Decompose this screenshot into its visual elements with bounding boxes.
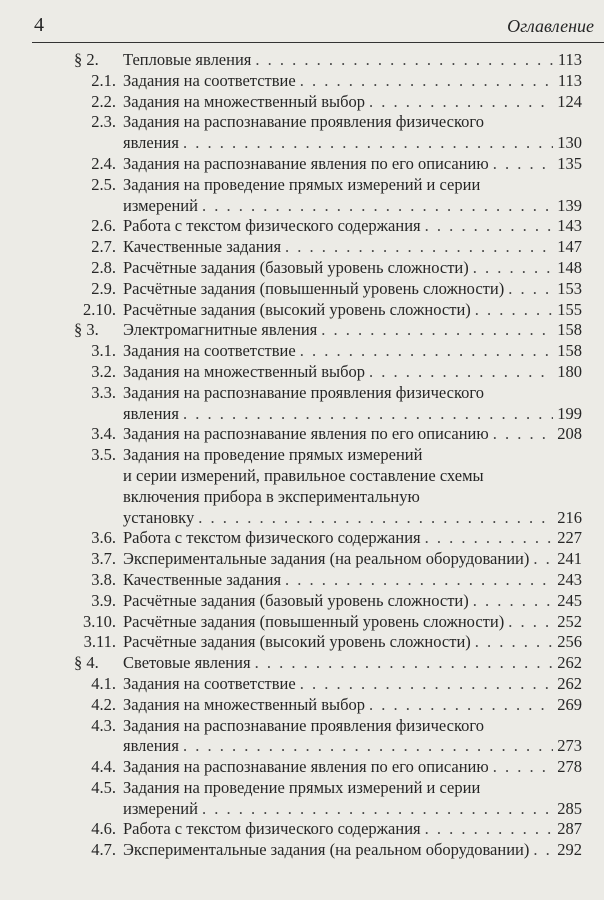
toc-entry-title: Работа с текстом физического содержания bbox=[123, 528, 421, 548]
toc-entry-number: 2.9. bbox=[91, 278, 116, 298]
dot-leader bbox=[255, 653, 554, 674]
toc-entry-body bbox=[123, 840, 582, 861]
toc-entry-page: 147 bbox=[557, 237, 582, 257]
dot-leader bbox=[475, 632, 553, 653]
toc-entry-line bbox=[123, 362, 582, 383]
toc-entry-number: 3.11. bbox=[83, 632, 116, 652]
dot-leader bbox=[202, 196, 553, 217]
toc-entry-number: 3.5. bbox=[91, 445, 116, 465]
toc-entry-page: 158 bbox=[557, 320, 582, 340]
toc-entry-line bbox=[123, 508, 582, 529]
dot-leader bbox=[198, 508, 553, 529]
toc-section-entry[interactable] bbox=[74, 50, 582, 71]
toc-entry-line bbox=[123, 258, 582, 279]
toc-entry-title: Расчётные задания (базовый уровень сложности) bbox=[123, 257, 469, 277]
dot-leader bbox=[473, 591, 554, 612]
toc-entry-title: Расчётные задания (базовый уровень сложности) bbox=[123, 590, 469, 610]
toc-entry-title: Тепловые явления bbox=[123, 50, 252, 69]
toc-entry-title: Экспериментальные задания (на реальном оборудовании) bbox=[123, 840, 530, 860]
toc-entry-title: Задания на распознавание явления по его описанию bbox=[123, 757, 489, 777]
toc-entry-body bbox=[123, 320, 582, 341]
toc-entry-body bbox=[123, 362, 582, 383]
toc-entry-number: 3.2. bbox=[91, 361, 116, 381]
toc-entry-number: § 4. bbox=[74, 653, 99, 673]
toc-entry-number: 3.9. bbox=[91, 590, 116, 610]
toc-entry[interactable] bbox=[74, 362, 582, 383]
toc-entry-line bbox=[123, 653, 582, 674]
toc-entry-title: явления bbox=[123, 403, 179, 423]
dot-leader bbox=[475, 300, 553, 321]
toc-entry[interactable] bbox=[74, 716, 582, 758]
toc-entry-line bbox=[123, 445, 582, 466]
toc-entry-body bbox=[123, 71, 582, 92]
toc-entry-line bbox=[123, 840, 582, 861]
toc-entry-number: 4.7. bbox=[91, 840, 116, 860]
toc-entry-body bbox=[123, 341, 582, 362]
toc-entry-line bbox=[123, 341, 582, 362]
dot-leader bbox=[493, 154, 554, 175]
toc-entry-title: Задания на соответствие bbox=[123, 70, 296, 90]
toc-entry[interactable] bbox=[74, 175, 582, 217]
toc-entry-title: Расчётные задания (повышенный уровень сложности) bbox=[123, 278, 505, 298]
toc-entry-title: Задания на распознавание проявления физического bbox=[123, 382, 484, 402]
toc-entry-title: Качественные задания bbox=[123, 237, 282, 257]
toc-entry[interactable] bbox=[74, 424, 582, 445]
dot-leader bbox=[369, 695, 553, 716]
toc-entry-body bbox=[123, 92, 582, 113]
toc-entry-line bbox=[123, 736, 582, 757]
dot-leader bbox=[473, 258, 554, 279]
toc-entry-number: 3.3. bbox=[91, 382, 116, 402]
dot-leader bbox=[183, 133, 553, 154]
toc-entry-title: Задания на соответствие bbox=[123, 673, 296, 693]
toc-entry-number: 2.2. bbox=[91, 91, 116, 111]
toc-entry-line bbox=[123, 404, 582, 425]
toc-entry[interactable] bbox=[74, 279, 582, 300]
dot-leader bbox=[533, 549, 553, 570]
toc-entry[interactable] bbox=[74, 258, 582, 279]
toc-entry-body bbox=[123, 216, 582, 237]
dot-leader bbox=[255, 50, 553, 71]
toc-entry-title: Задания на проведение прямых измерений bbox=[123, 445, 423, 465]
toc-entry-page: 113 bbox=[557, 50, 582, 69]
toc-entry-title: Задания на множественный выбор bbox=[123, 91, 366, 111]
toc-entry[interactable] bbox=[74, 216, 582, 237]
toc-entry[interactable] bbox=[74, 840, 582, 861]
toc-entry-number: 3.7. bbox=[91, 549, 116, 569]
toc-entry-title: Расчётные задания (высокий уровень сложности) bbox=[123, 632, 471, 652]
toc-entry[interactable] bbox=[74, 445, 582, 528]
toc-entry-title: измерений bbox=[123, 195, 198, 215]
toc-entry-line bbox=[123, 716, 582, 737]
table-of-contents bbox=[74, 50, 582, 861]
toc-entry-body bbox=[123, 383, 582, 425]
toc-entry-number: 3.10. bbox=[83, 611, 116, 631]
toc-entry-number: 4.2. bbox=[91, 694, 116, 714]
toc-entry-line bbox=[123, 528, 582, 549]
toc-entry-title: Электромагнитные явления bbox=[123, 320, 318, 340]
toc-entry-body bbox=[123, 695, 582, 716]
toc-entry-page: 158 bbox=[557, 341, 582, 361]
dot-leader bbox=[183, 404, 553, 425]
toc-entry[interactable] bbox=[74, 757, 582, 778]
toc-entry-body bbox=[123, 112, 582, 154]
dot-leader bbox=[508, 279, 553, 300]
toc-entry-body bbox=[123, 237, 582, 258]
toc-entry-title: Работа с текстом физического содержания bbox=[123, 216, 421, 236]
toc-entry-line bbox=[123, 92, 582, 113]
toc-entry-number: 3.4. bbox=[91, 424, 116, 444]
toc-entry-number: 3.8. bbox=[91, 569, 116, 589]
toc-entry-number: 4.6. bbox=[91, 819, 116, 839]
toc-entry-line bbox=[123, 612, 582, 633]
toc-entry-number: 4.4. bbox=[91, 757, 116, 777]
toc-entry-title: явления bbox=[123, 736, 179, 756]
toc-entry[interactable] bbox=[74, 154, 582, 175]
toc-entry-body bbox=[123, 445, 582, 528]
toc-entry-page: 287 bbox=[557, 819, 582, 839]
toc-entry-body bbox=[123, 175, 582, 217]
toc-entry-page: 180 bbox=[557, 361, 582, 381]
toc-entry-number: 4.3. bbox=[91, 715, 116, 735]
toc-entry-number: 2.4. bbox=[91, 153, 116, 173]
toc-entry-number: 2.10. bbox=[83, 299, 116, 319]
toc-entry-page: 113 bbox=[557, 70, 582, 90]
toc-entry[interactable] bbox=[74, 778, 582, 820]
toc-entry-page: 285 bbox=[557, 798, 582, 818]
toc-entry-number: 2.5. bbox=[91, 174, 116, 194]
dot-leader bbox=[300, 674, 554, 695]
toc-entry-line bbox=[123, 154, 582, 175]
toc-entry-body bbox=[123, 549, 582, 570]
toc-entry-body bbox=[123, 300, 582, 321]
toc-entry-title: Экспериментальные задания (на реальном оборудовании) bbox=[123, 549, 530, 569]
dot-leader bbox=[369, 92, 553, 113]
toc-entry-line bbox=[123, 175, 582, 196]
toc-entry-body bbox=[123, 716, 582, 758]
toc-entry-page: 262 bbox=[557, 653, 582, 673]
toc-entry-title: и серии измерений, правильное составление схемы bbox=[123, 465, 484, 485]
toc-entry-line bbox=[123, 424, 582, 445]
toc-entry-number: 2.7. bbox=[91, 237, 116, 257]
toc-entry-line bbox=[123, 674, 582, 695]
dot-leader bbox=[493, 757, 554, 778]
toc-entry-number: § 3. bbox=[74, 320, 99, 340]
toc-entry-number: 2.3. bbox=[91, 112, 116, 132]
toc-entry-title: Задания на распознавание явления по его описанию bbox=[123, 153, 489, 173]
toc-section-entry[interactable] bbox=[74, 320, 582, 341]
toc-entry-page: 148 bbox=[557, 257, 582, 277]
toc-entry[interactable] bbox=[74, 92, 582, 113]
toc-entry-page: 243 bbox=[557, 569, 582, 589]
toc-entry-title: Задания на проведение прямых измерений и серии bbox=[123, 777, 481, 797]
toc-entry-body bbox=[123, 50, 582, 71]
toc-entry-body bbox=[123, 528, 582, 549]
toc-entry-page: 256 bbox=[557, 632, 582, 652]
toc-entry[interactable] bbox=[74, 570, 582, 591]
toc-entry-title: Задания на проведение прямых измерений и серии bbox=[123, 174, 481, 194]
toc-entry-page: 252 bbox=[557, 611, 582, 631]
dot-leader bbox=[493, 424, 554, 445]
toc-entry-title: Задания на распознавание проявления физического bbox=[123, 715, 484, 735]
toc-entry-page: 135 bbox=[557, 153, 582, 173]
toc-entry-page: 153 bbox=[557, 278, 582, 298]
toc-entry-title: Световые явления bbox=[123, 653, 251, 673]
toc-entry-line bbox=[123, 279, 582, 300]
toc-entry-body bbox=[123, 258, 582, 279]
toc-entry-body bbox=[123, 154, 582, 175]
toc-entry[interactable] bbox=[74, 632, 582, 653]
toc-entry-line bbox=[123, 466, 582, 487]
toc-entry-body bbox=[123, 632, 582, 653]
toc-entry-line bbox=[123, 799, 582, 820]
toc-entry-line bbox=[123, 570, 582, 591]
toc-entry-page: 241 bbox=[557, 549, 582, 569]
toc-entry-page: 245 bbox=[557, 590, 582, 610]
toc-entry[interactable] bbox=[74, 528, 582, 549]
dot-leader bbox=[508, 612, 553, 633]
header-rule bbox=[32, 42, 604, 43]
toc-entry-line bbox=[123, 757, 582, 778]
toc-entry-number: 4.5. bbox=[91, 777, 116, 797]
toc-entry-line bbox=[123, 549, 582, 570]
toc-entry-line bbox=[123, 695, 582, 716]
dot-leader bbox=[300, 341, 554, 362]
toc-entry-page: 269 bbox=[557, 694, 582, 714]
toc-entry-page: 227 bbox=[557, 528, 582, 548]
toc-entry-body bbox=[123, 591, 582, 612]
toc-entry-number: 2.1. bbox=[91, 70, 116, 90]
toc-entry-body bbox=[123, 674, 582, 695]
toc-entry-line bbox=[123, 216, 582, 237]
toc-entry-line bbox=[123, 133, 582, 154]
toc-entry-line bbox=[123, 50, 582, 71]
toc-entry-page: 124 bbox=[557, 91, 582, 111]
toc-entry-page: 199 bbox=[557, 403, 582, 423]
toc-entry[interactable] bbox=[74, 300, 582, 321]
toc-entry[interactable] bbox=[74, 819, 582, 840]
page-header bbox=[34, 14, 604, 40]
toc-entry-body bbox=[123, 612, 582, 633]
toc-entry-line bbox=[123, 300, 582, 321]
toc-entry-page: 216 bbox=[557, 507, 582, 527]
toc-entry[interactable] bbox=[74, 341, 582, 362]
toc-entry-page: 278 bbox=[557, 757, 582, 777]
toc-entry-line bbox=[123, 383, 582, 404]
dot-leader bbox=[425, 819, 554, 840]
toc-entry-title: Задания на множественный выбор bbox=[123, 361, 366, 381]
dot-leader bbox=[202, 799, 553, 820]
toc-entry-body bbox=[123, 279, 582, 300]
toc-entry[interactable] bbox=[74, 237, 582, 258]
toc-entry-page: 143 bbox=[557, 216, 582, 236]
toc-entry-number: 3.1. bbox=[91, 341, 116, 361]
toc-entry[interactable] bbox=[74, 674, 582, 695]
toc-entry-page: 139 bbox=[557, 195, 582, 215]
toc-entry-line bbox=[123, 487, 582, 508]
toc-entry-page: 273 bbox=[557, 736, 582, 756]
toc-entry[interactable] bbox=[74, 612, 582, 633]
toc-entry-body bbox=[123, 778, 582, 820]
running-title: Оглавление bbox=[507, 16, 594, 36]
toc-entry-number: 2.6. bbox=[91, 216, 116, 236]
toc-entry-line bbox=[123, 112, 582, 133]
toc-entry-line bbox=[123, 196, 582, 217]
toc-entry-line bbox=[123, 632, 582, 653]
toc-entry-body bbox=[123, 424, 582, 445]
toc-entry-title: Задания на распознавание явления по его описанию bbox=[123, 424, 489, 444]
toc-entry-title: Задания на соответствие bbox=[123, 341, 296, 361]
toc-entry-page: 262 bbox=[557, 673, 582, 693]
toc-entry-line bbox=[123, 320, 582, 341]
dot-leader bbox=[369, 362, 553, 383]
toc-entry-title: Работа с текстом физического содержания bbox=[123, 819, 421, 839]
dot-leader bbox=[285, 570, 553, 591]
dot-leader bbox=[425, 528, 554, 549]
toc-entry-title: Расчётные задания (высокий уровень сложности) bbox=[123, 299, 471, 319]
toc-entry-line bbox=[123, 237, 582, 258]
page-number: 4 bbox=[34, 14, 44, 36]
toc-entry-body bbox=[123, 757, 582, 778]
toc-entry-number: § 2. bbox=[74, 50, 99, 69]
dot-leader bbox=[425, 216, 554, 237]
dot-leader bbox=[285, 237, 553, 258]
toc-entry-number: 2.8. bbox=[91, 257, 116, 277]
toc-entry-line bbox=[123, 819, 582, 840]
dot-leader bbox=[321, 320, 553, 341]
toc-entry-title: Расчётные задания (повышенный уровень сложности) bbox=[123, 611, 505, 631]
dot-leader bbox=[300, 71, 554, 92]
dot-leader bbox=[183, 736, 553, 757]
toc-entry-page: 292 bbox=[557, 840, 582, 860]
toc-section-entry[interactable] bbox=[74, 653, 582, 674]
toc-entry-title: Качественные задания bbox=[123, 569, 282, 589]
toc-entry-title: включения прибора в экспериментальную bbox=[123, 486, 420, 506]
toc-entry[interactable] bbox=[74, 383, 582, 425]
toc-entry-title: Задания на множественный выбор bbox=[123, 694, 366, 714]
toc-entry-title: установку bbox=[123, 507, 195, 527]
toc-entry-line bbox=[123, 778, 582, 799]
toc-entry[interactable] bbox=[74, 549, 582, 570]
toc-entry-title: измерений bbox=[123, 798, 198, 818]
toc-entry[interactable] bbox=[74, 112, 582, 154]
toc-entry[interactable] bbox=[74, 695, 582, 716]
dot-leader bbox=[533, 840, 553, 861]
toc-entry-title: явления bbox=[123, 133, 179, 153]
toc-entry-number: 3.6. bbox=[91, 528, 116, 548]
toc-entry-page: 208 bbox=[557, 424, 582, 444]
toc-entry-body bbox=[123, 653, 582, 674]
toc-entry-title: Задания на распознавание проявления физического bbox=[123, 112, 484, 132]
toc-entry-body bbox=[123, 819, 582, 840]
toc-entry-line bbox=[123, 591, 582, 612]
toc-entry[interactable] bbox=[74, 71, 582, 92]
toc-entry-page: 155 bbox=[557, 299, 582, 319]
toc-entry-page: 130 bbox=[557, 133, 582, 153]
toc-entry-line bbox=[123, 71, 582, 92]
toc-entry-body bbox=[123, 570, 582, 591]
toc-entry[interactable] bbox=[74, 591, 582, 612]
toc-entry-number: 4.1. bbox=[91, 673, 116, 693]
